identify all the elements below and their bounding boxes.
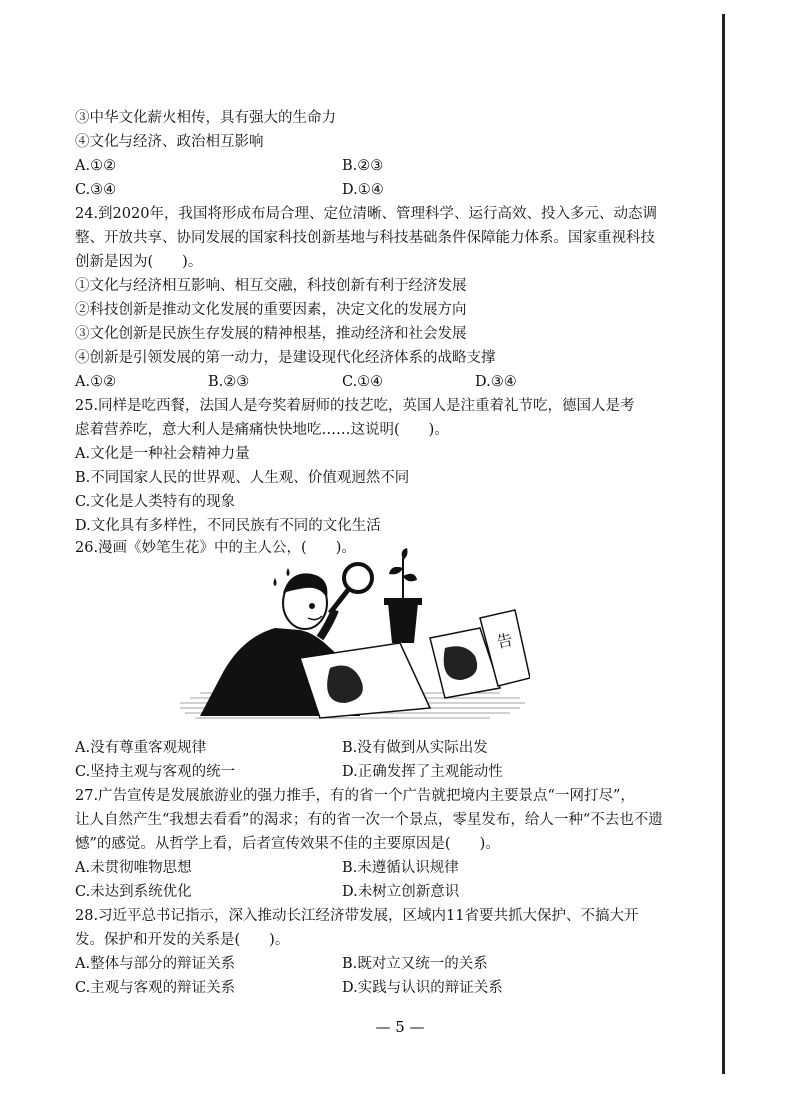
q24-stem-line2: 整、开放共享、协同发展的国家科技创新基地与科技基础条件保障能力体系。国家重视科技 <box>75 230 655 246</box>
notice-text: 告 <box>494 629 515 652</box>
sweat-drop-icon <box>287 568 290 576</box>
q28-stem-line2: 发。保护和开发的关系是( )。 <box>75 932 290 948</box>
q27-stem-line3: 憾”的感觉。从哲学上看，后者宣传效果不佳的主要原因是( )。 <box>75 836 500 852</box>
q26-option-c: C.坚持主观与客观的统一 <box>75 764 236 780</box>
pot-rim <box>384 598 422 605</box>
q24-item-1: ①文化与经济相互影响、相互交融，科技创新有利于经济发展 <box>75 278 467 294</box>
q28-option-d: D.实践与认识的辩证关系 <box>342 980 503 996</box>
q26-option-d: D.正确发挥了主观能动性 <box>342 764 503 780</box>
q23-item-3: ③中华文化薪火相传，具有强大的生命力 <box>75 110 336 126</box>
q24-item-2: ②科技创新是推动文化发展的重要因素，决定文化的发展方向 <box>75 302 467 318</box>
q24-option-d: D.③④ <box>475 374 517 390</box>
q27-option-a: A.未贯彻唯物思想 <box>75 860 192 876</box>
q26-option-a: A.没有尊重客观规律 <box>75 740 207 756</box>
q26-stem: 26.漫画《妙笔生花》中的主人公，( )。 <box>75 540 356 556</box>
q27-stem-line1: 27.广告宣传是发展旅游业的强力推手，有的省一个广告就把境内主要景点“一网打尽”， <box>75 788 635 804</box>
q24-item-3: ③文化创新是民族生存发展的精神根基，推动经济和社会发展 <box>75 326 467 342</box>
q24-stem-line3: 创新是因为( )。 <box>75 254 203 270</box>
q24-option-c: C.①④ <box>342 374 384 390</box>
q28-option-a: A.整体与部分的辩证关系 <box>75 956 236 972</box>
q25-option-c: C.文化是人类特有的现象 <box>75 494 236 510</box>
q23-item-4: ④文化与经济、政治相互影响 <box>75 134 264 150</box>
magnifying-glass-icon <box>344 564 372 592</box>
q24-item-4: ④创新是引领发展的第一动力，是建设现代化经济体系的战略支撑 <box>75 350 496 366</box>
q24-stem-line1: 24.到2020年，我国将形成布局合理、定位清晰、管理科学、运行高效、投入多元、动态调 <box>75 206 657 222</box>
q23-option-d: D.①④ <box>342 182 384 198</box>
q28-stem-line1: 28.习近平总书记指示，深入推动长江经济带发展，区域内11省要共抓大保护、不搞大开 <box>75 908 639 924</box>
q25-option-d: D.文化具有多样性，不同民族有不同的文化生活 <box>75 518 381 534</box>
sweat-drop-icon <box>274 578 277 586</box>
q23-option-b: B.②③ <box>342 158 384 174</box>
q25-option-a: A.文化是一种社会精神力量 <box>75 446 250 462</box>
flower-pot <box>388 603 418 643</box>
cartoon-illustration <box>180 548 530 723</box>
q25-stem-line1: 25.同样是吃西餐，法国人是夸奖着厨师的技艺吃，英国人是注重着礼节吃，德国人是考 <box>75 398 635 414</box>
q23-option-a: A.①② <box>75 158 117 174</box>
q27-option-c: C.未达到系统优化 <box>75 884 192 900</box>
q28-option-c: C.主观与客观的辩证关系 <box>75 980 236 996</box>
q24-option-a: A.①② <box>75 374 117 390</box>
page-number: — 5 — <box>375 1018 425 1036</box>
q27-option-d: D.未树立创新意识 <box>342 884 460 900</box>
q27-stem-line2: 让人自然产生“我想去看看”的渴求；有的省一次一个景点，零星发布，给人一种“不去也不遗 <box>75 812 663 828</box>
q26-option-b: B.没有做到从实际出发 <box>342 740 488 756</box>
page-edge-line <box>722 14 725 1074</box>
q25-stem-line2: 虑着营养吃，意大利人是痛痛快快地吃……这说明( )。 <box>75 422 449 438</box>
q25-option-b: B.不同国家人民的世界观、人生观、价值观迥然不同 <box>75 470 410 486</box>
q24-option-b: B.②③ <box>208 374 250 390</box>
q23-option-c: C.③④ <box>75 182 117 198</box>
man-eye <box>309 603 315 609</box>
q28-option-b: B.既对立又统一的关系 <box>342 956 488 972</box>
q27-option-b: B.未遵循认识规律 <box>342 860 459 876</box>
